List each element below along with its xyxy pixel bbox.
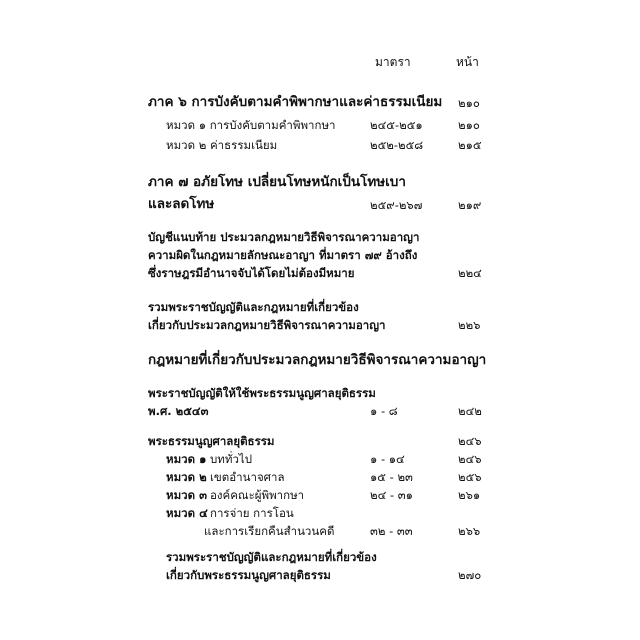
charter-chapter2-sections: ๑๕ - ๒๓ [370, 470, 413, 484]
related1-line2: เกี่ยวกับประมวลกฎหมายวิธีพิจารณาความอาญา [148, 318, 386, 332]
part6-chapter1-label: หมวด ๑ การบังคับตามคำพิพากษา [166, 118, 336, 132]
part7-sections: ๒๕๙-๒๖๗ [370, 198, 423, 212]
appendix-page: ๒๒๔ [458, 266, 482, 280]
act-line1: พระราชบัญญัติให้ใช้พระธรรมนูญศาลยุติธรรม [148, 386, 376, 400]
related2-line2: เกี่ยวกับพระธรรมนูญศาลยุติธรรม [166, 568, 331, 582]
part6-chapter1-sections: ๒๔๕-๒๕๑ [370, 118, 423, 132]
charter-chapter3-sections: ๒๔ - ๓๑ [370, 488, 413, 502]
charter-chapter1-text: บททั่วไป [210, 452, 253, 466]
charter-chapter4-text: การจ่าย การโอน [210, 506, 294, 520]
part6-title: ภาค ๖ การบังคับตามคำพิพากษาและค่าธรรมเนียม [148, 94, 443, 110]
charter-chapter1-label: หมวด ๑ [166, 452, 207, 466]
charter-chapter3-label: หมวด ๓ [166, 488, 207, 502]
charter-title: พระธรรมนูญศาลยุติธรรม [148, 434, 275, 448]
part6-chapter2-label: หมวด ๒ ค่าธรรมเนียม [166, 138, 278, 152]
charter-page: ๒๔๖ [458, 434, 482, 448]
appendix-line3: ซึ่งราษฎรมีอำนาจจับได้โดยไม่ต้องมีหมาย [148, 266, 355, 280]
charter-chapter3-text: องค์คณะผู้พิพากษา [210, 488, 305, 502]
act-line2: พ.ศ. ๒๕๔๓ [148, 404, 209, 418]
charter-chapter3-page: ๒๖๑ [458, 488, 481, 502]
charter-chapter2-page: ๒๕๖ [458, 470, 482, 484]
charter-chapter4-page: ๒๖๖ [458, 524, 481, 538]
laws-heading: กฎหมายที่เกี่ยวกับประมวลกฎหมายวิธีพิจารณาความอาญา [148, 352, 487, 368]
appendix-line1: บัญชีแนบท้าย ประมวลกฎหมายวิธีพิจารณาความอาญา [148, 230, 420, 244]
column-header-page: หน้า [456, 55, 479, 69]
related1-page: ๒๒๖ [458, 318, 481, 332]
charter-chapter2-label: หมวด ๒ [166, 470, 207, 484]
part6-chapter2-page: ๒๑๕ [458, 138, 482, 152]
related1-line1: รวมพระราชบัญญัติและกฎหมายที่เกี่ยวข้อง [148, 300, 359, 314]
part6-chapter1-page: ๒๑๐ [458, 118, 480, 132]
charter-chapter1-sections: ๑ - ๑๔ [370, 452, 405, 466]
charter-chapter4-text2: และการเรียกคืนสำนวนคดี [204, 524, 335, 538]
appendix-line2: ความผิดในกฎหมายลักษณะอาญา ที่มาตรา ๗๙ อ้างถึง [148, 248, 418, 262]
related2-line1: รวมพระราชบัญญัติและกฎหมายที่เกี่ยวข้อง [166, 550, 377, 564]
part6-chapter2-sections: ๒๕๒-๒๕๘ [370, 138, 424, 152]
act-page: ๒๔๒ [458, 404, 482, 418]
related2-page: ๒๗๐ [458, 568, 482, 582]
part7-title-line2: และลดโทษ [148, 196, 215, 212]
part7-title-line1: ภาค ๗ อภัยโทษ เปลี่ยนโทษหนักเป็นโทษเบา [148, 174, 406, 190]
charter-chapter4-sections: ๓๒ - ๓๓ [370, 524, 413, 538]
charter-chapter4-label: หมวด ๔ [166, 506, 208, 520]
act-sections: ๑ - ๘ [370, 404, 398, 418]
column-header-section: มาตรา [375, 55, 411, 69]
charter-chapter1-page: ๒๔๖ [458, 452, 482, 466]
part6-page: ๒๑๐ [458, 96, 480, 110]
charter-chapter2-text: เขตอำนาจศาล [210, 470, 285, 484]
part7-page: ๒๑๙ [458, 198, 482, 212]
